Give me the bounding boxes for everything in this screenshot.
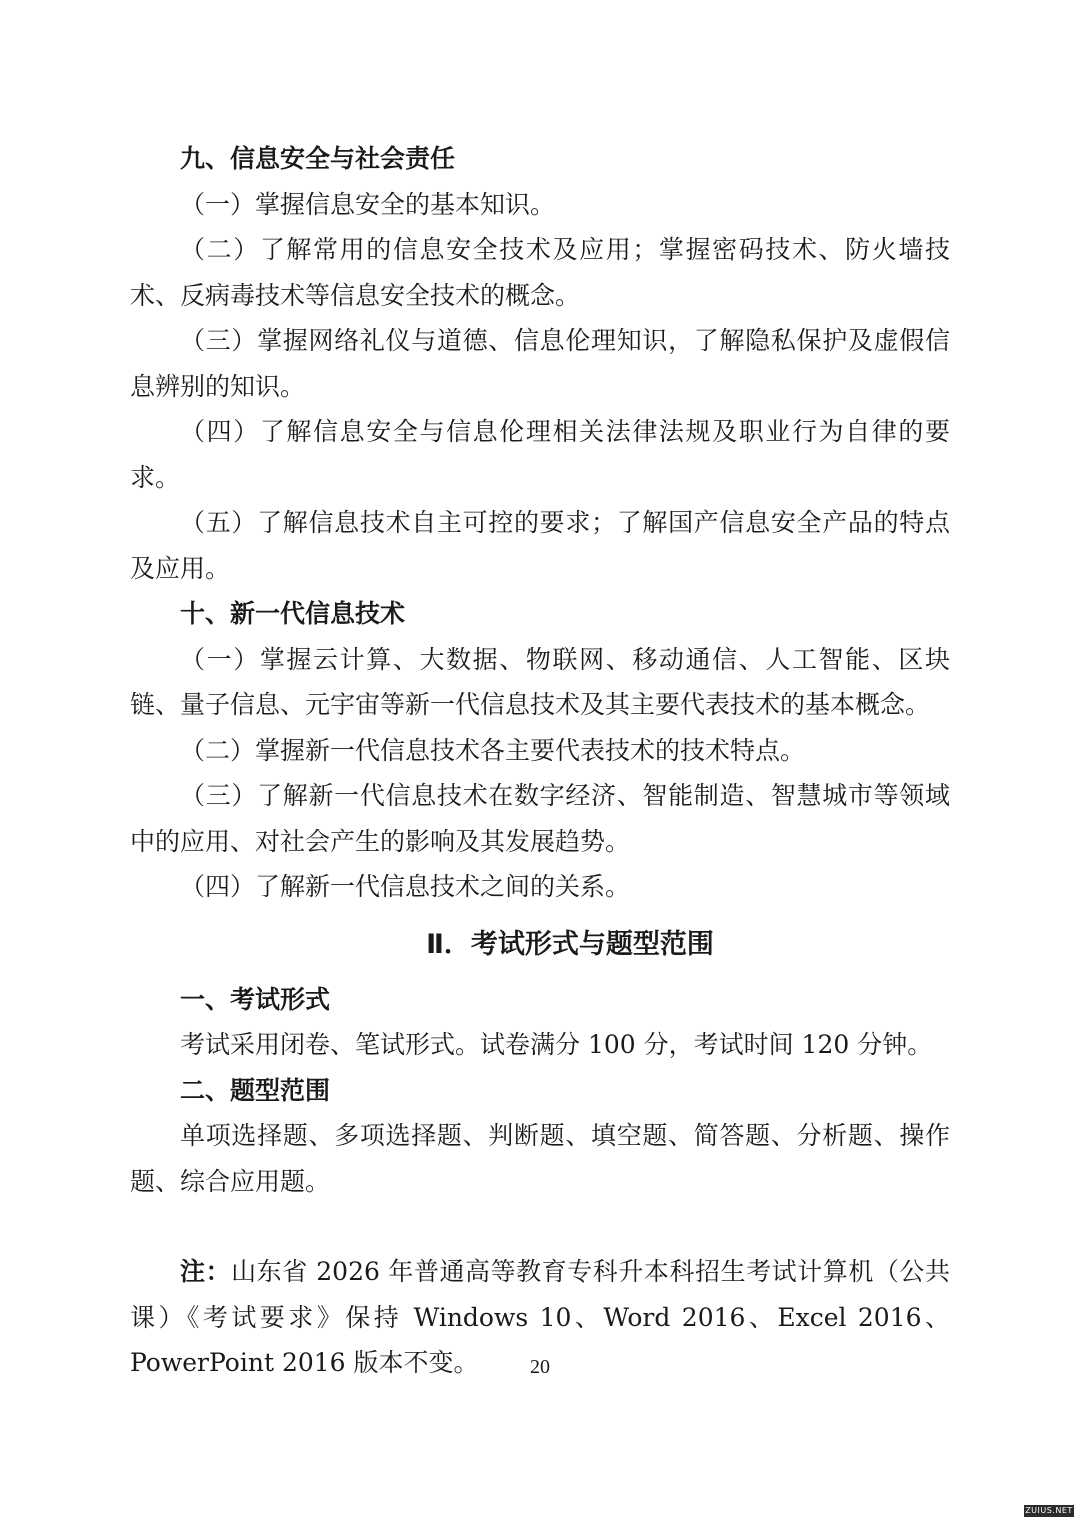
note-text: 山东省 2026 年普通高等教育专科升本科招生考试计算机（公共课）《考试要求》保持 Windows 10、Word 2016、Excel 2016、PowerPoint 2016 版本不变。 [130, 1257, 950, 1377]
section-9-item-1: （一）掌握信息安全的基本知识。 [180, 189, 556, 219]
spacer [130, 1204, 950, 1249]
section-10-heading: 十、新一代信息技术 [180, 599, 406, 628]
section-9-item-5: （五）了解信息技术自主可控的要求；了解国产信息安全产品的特点及应用。 [130, 508, 950, 583]
part-2-title [130, 922, 950, 967]
section-10-item-4: （四）了解新一代信息技术之间的关系。 [180, 872, 631, 901]
document-body [130, 136, 950, 1386]
section-10-item-1: （一）掌握云计算、大数据、物联网、移动通信、人工智能、区块链、量子信息、元宇宙等新一代信息技术及其主要代表技术的基本概念。 [130, 644, 950, 719]
section-9-item-2: （二）了解常用的信息安全技术及应用；掌握密码技术、防火墙技术、反病毒技术等信息安全技术的概念。 [130, 235, 950, 310]
question-types-text: 单项选择题、多项选择题、判断题、填空题、简答题、分析题、操作题、综合应用题。 [130, 1121, 950, 1196]
section-10-item-2: （二）掌握新一代信息技术各主要代表技术的技术特点。 [180, 735, 806, 765]
page-number: 20 [530, 1356, 550, 1378]
section-9-item-3: （三）掌握网络礼仪与道德、信息伦理知识，了解隐私保护及虚假信息辨别的知识。 [130, 326, 950, 401]
exam-form-text: 考试采用闭卷、笔试形式。试卷满分 100 分，考试时间 120 分钟。 [180, 1030, 933, 1059]
section-9-item-4: （四）了解信息安全与信息伦理相关法律法规及职业行为自律的要求。 [130, 417, 950, 492]
watermark-badge: ZUIUS.NET [1025, 1506, 1073, 1515]
note-label: 注： [180, 1257, 232, 1286]
question-types-heading: 二、题型范围 [180, 1075, 331, 1105]
exam-form-heading: 一、考试形式 [180, 984, 331, 1014]
part-2-title-text: Ⅱ．考试形式与题型范围 [426, 928, 714, 960]
section-10-item-3: （三）了解新一代信息技术在数字经济、智能制造、智慧城市等领域中的应用、对社会产生的影响及其发展趋势。 [130, 781, 950, 856]
section-9-heading: 九、信息安全与社会责任 [180, 144, 456, 173]
